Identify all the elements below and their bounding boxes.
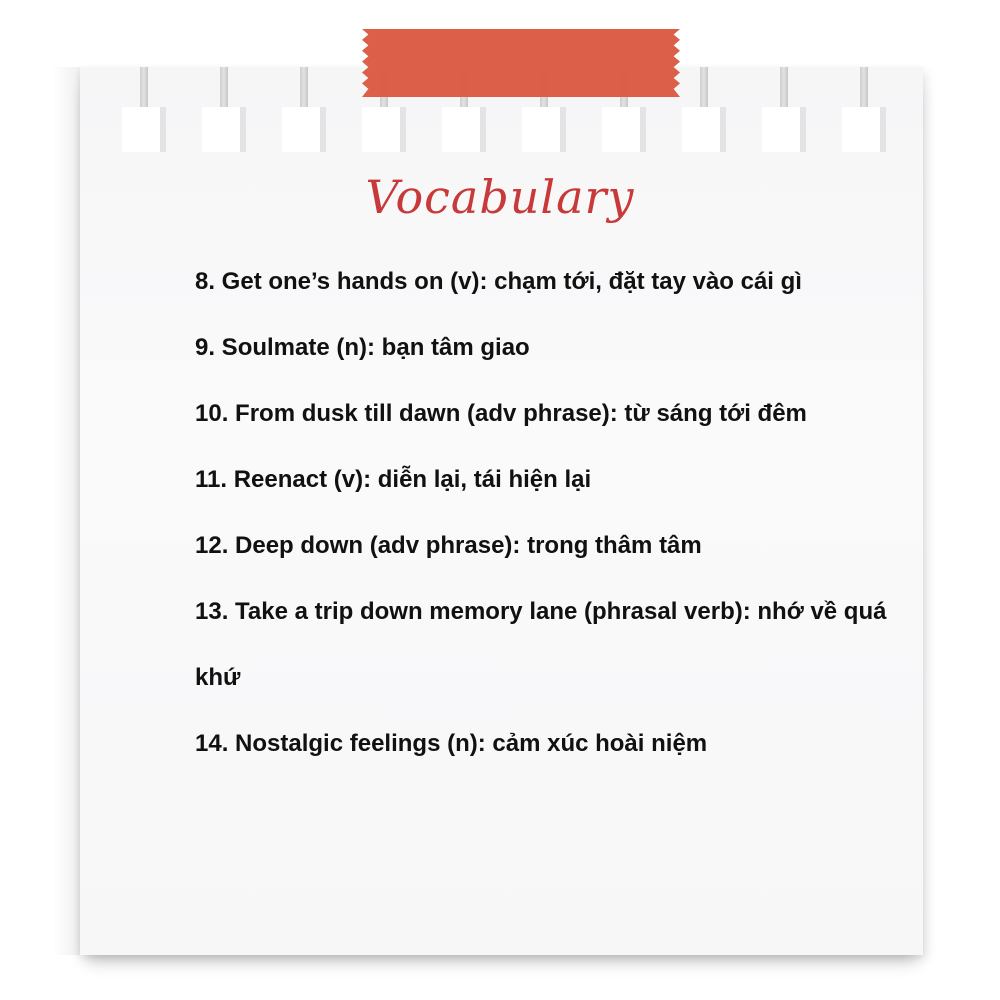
vocabulary-item: 14. Nostalgic feelings (n): cảm xúc hoài niệm bbox=[195, 730, 708, 757]
vocabulary-item: 13. Take a trip down memory lane (phrasal verb): nhớ về quá khứ bbox=[195, 598, 887, 691]
vocabulary-item: 9. Soulmate (n): bạn tâm giao bbox=[195, 334, 530, 361]
page-title: Vocabulary bbox=[365, 170, 635, 224]
vocabulary-item: 10. From dusk till dawn (adv phrase): từ sáng tới đêm bbox=[195, 400, 807, 427]
binder-ring bbox=[682, 67, 726, 152]
binder-ring bbox=[282, 67, 326, 152]
binder-ring bbox=[202, 67, 246, 152]
binder-ring bbox=[762, 67, 806, 152]
vocabulary-item: 8. Get one’s hands on (v): chạm tới, đặt tay vào cái gì bbox=[195, 268, 802, 295]
binder-ring bbox=[842, 67, 886, 152]
binder-ring bbox=[122, 67, 166, 152]
vocabulary-list bbox=[195, 260, 895, 788]
vocabulary-item: 12. Deep down (adv phrase): trong thâm tâm bbox=[195, 532, 702, 559]
vocabulary-item: 11. Reenact (v): diễn lại, tái hiện lại bbox=[195, 466, 592, 493]
masking-tape bbox=[362, 29, 680, 97]
